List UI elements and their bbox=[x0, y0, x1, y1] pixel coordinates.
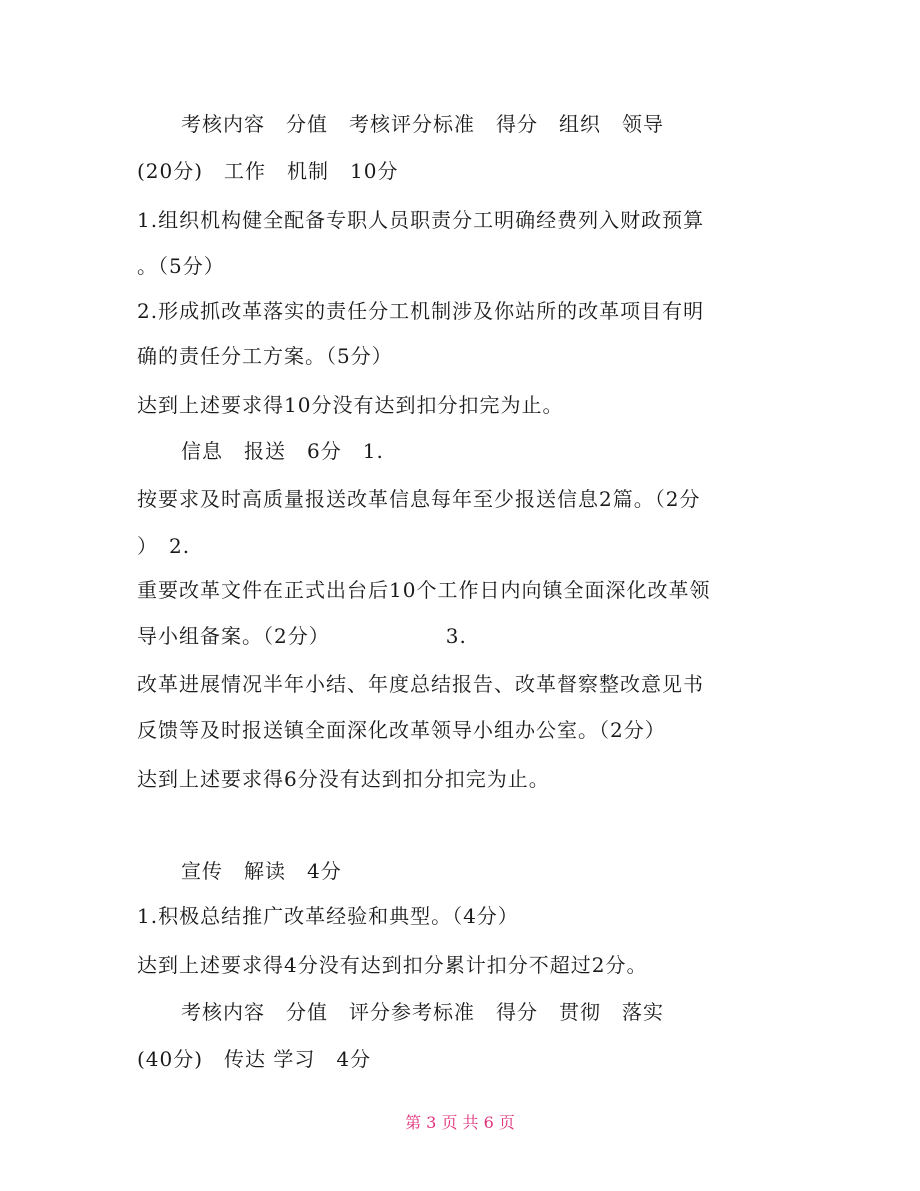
text-line: 信息 报送 6分 1. bbox=[181, 439, 384, 463]
text-line: 按要求及时高质量报送改革信息每年至少报送信息2篇。（2分 bbox=[137, 487, 701, 511]
page-number-footer: 第 3 页 共 6 页 bbox=[405, 1113, 515, 1132]
section-heading: 宣传 解读 4分 bbox=[181, 859, 342, 883]
text-line: 。（5分） bbox=[137, 254, 225, 278]
text-line: 重要改革文件在正式出台后10个工作日内向镇全面深化改革领 bbox=[137, 578, 711, 602]
table-header-line: 考核内容 分值 考核评分标准 得分 组织 领导 bbox=[181, 112, 664, 136]
text-line: (40分) 传达 学习 4分 bbox=[137, 1047, 372, 1071]
text-line: 反馈等及时报送镇全面深化改革领导小组办公室。（2分） bbox=[137, 718, 666, 742]
text-line: 2.形成抓改革落实的责任分工机制涉及你站所的改革项目有明 bbox=[137, 299, 705, 323]
text-line: 改革进展情况半年小结、年度总结报告、改革督察整改意见书 bbox=[137, 672, 704, 696]
text-line: 1.积极总结推广改革经验和典型。（4分） bbox=[137, 904, 519, 928]
text-line: (20分) 工作 机制 10分 bbox=[137, 159, 399, 183]
text-line: 导小组备案。（2分） 3. bbox=[137, 624, 467, 648]
text-line: 1.组织机构健全配备专职人员职责分工明确经费列入财政预算 bbox=[137, 208, 705, 232]
text-line: 达到上述要求得4分没有达到扣分累计扣分不超过2分。 bbox=[137, 953, 648, 977]
text-line: ） 2. bbox=[137, 534, 191, 558]
text-line: 达到上述要求得10分没有达到扣分扣完为止。 bbox=[137, 393, 564, 417]
text-line: 确的责任分工方案。（5分） bbox=[137, 344, 393, 368]
text-line: 达到上述要求得6分没有达到扣分扣完为止。 bbox=[137, 767, 550, 791]
table-header-line: 考核内容 分值 评分参考标准 得分 贯彻 落实 bbox=[181, 1000, 664, 1024]
